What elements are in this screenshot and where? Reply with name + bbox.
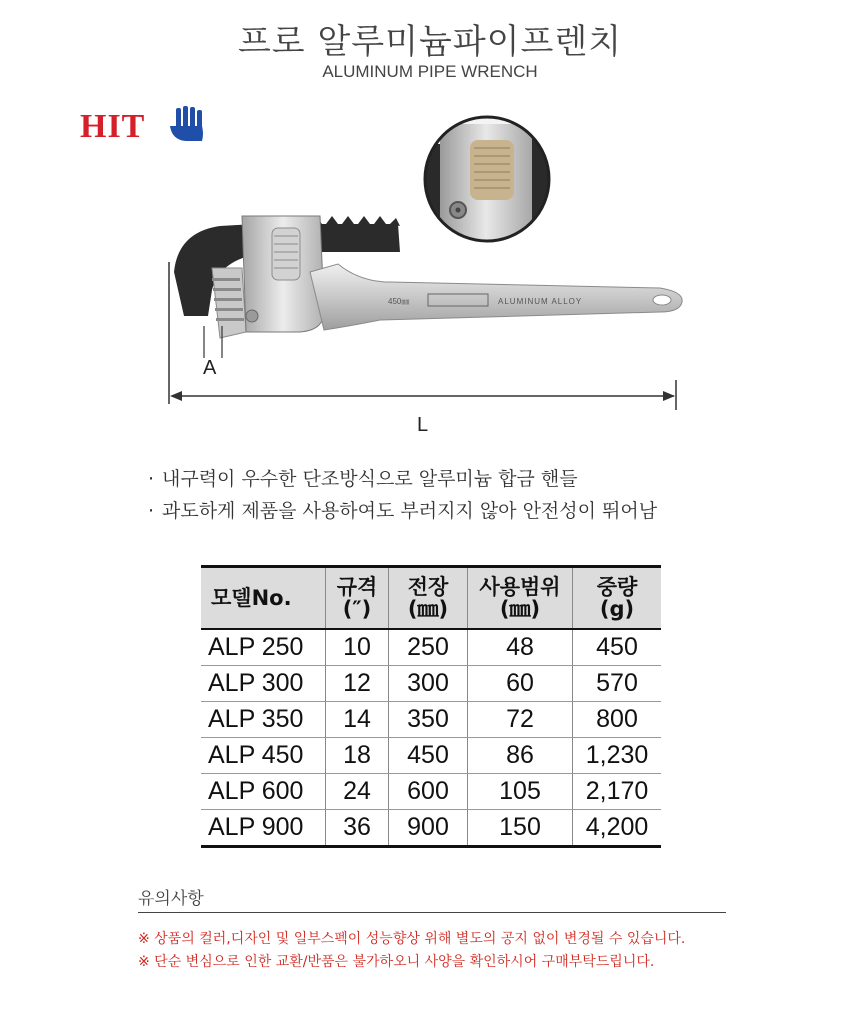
bullet-dot: · xyxy=(148,468,155,490)
table-row: ALP 350 14 350 72 800 xyxy=(201,702,661,738)
brand-logo xyxy=(80,106,210,146)
handle-size-marking: 450㎜ xyxy=(388,297,410,306)
notice-item: ※ 상품의 컬러,디자인 및 일부스펙이 성능향상 위해 별도의 공지 없이 변경될 수 있습니다. xyxy=(138,931,686,947)
table-row: ALP 450 18 450 86 1,230 xyxy=(201,738,661,774)
table-row: ALP 300 12 300 60 570 xyxy=(201,666,661,702)
spec-table-header xyxy=(201,567,661,630)
notice-title: 유의사항 xyxy=(138,889,204,909)
handle-alloy-marking: ALUMINUM ALLOY xyxy=(498,297,583,306)
feature-item: · 내구력이 우수한 단조방식으로 알루미늄 합금 핸들 xyxy=(148,463,657,495)
brand-logo-text: HIT xyxy=(80,108,146,145)
feature-item: · 과도하게 제품을 사용하여도 부러지지 않아 안전성이 뛰어남 xyxy=(148,495,657,527)
pipe-wrench-image xyxy=(160,212,690,412)
dimension-l-label: L xyxy=(417,414,429,436)
notice-item: ※ 단순 변심으로 인한 교환/반품은 불가하오니 사양을 확인하시어 구매부탁드립니다. xyxy=(138,954,655,970)
bullet-dot: · xyxy=(148,500,155,522)
header-model: 모델No. xyxy=(201,567,326,630)
feature-list xyxy=(148,463,657,527)
table-row: ALP 250 10 250 48 450 xyxy=(201,629,661,666)
notice-divider xyxy=(138,912,726,913)
header-capacity: 사용범위 (㎜) xyxy=(468,567,573,630)
spec-table xyxy=(201,565,661,848)
table-row: ALP 600 24 600 105 2,170 xyxy=(201,774,661,810)
page-title: 프로 알루미늄파이프렌치 xyxy=(237,22,623,62)
header-size: 규격 (″) xyxy=(326,567,389,630)
page-subtitle: ALUMINUM PIPE WRENCH xyxy=(322,62,538,81)
header-weight: 중량 (g) xyxy=(573,567,662,630)
dimension-a-label: A xyxy=(203,357,217,379)
hand-icon xyxy=(168,106,208,144)
header-length: 전장 (㎜) xyxy=(389,567,468,630)
table-row: ALP 900 36 900 150 4,200 xyxy=(201,810,661,847)
notice-list xyxy=(138,928,685,974)
